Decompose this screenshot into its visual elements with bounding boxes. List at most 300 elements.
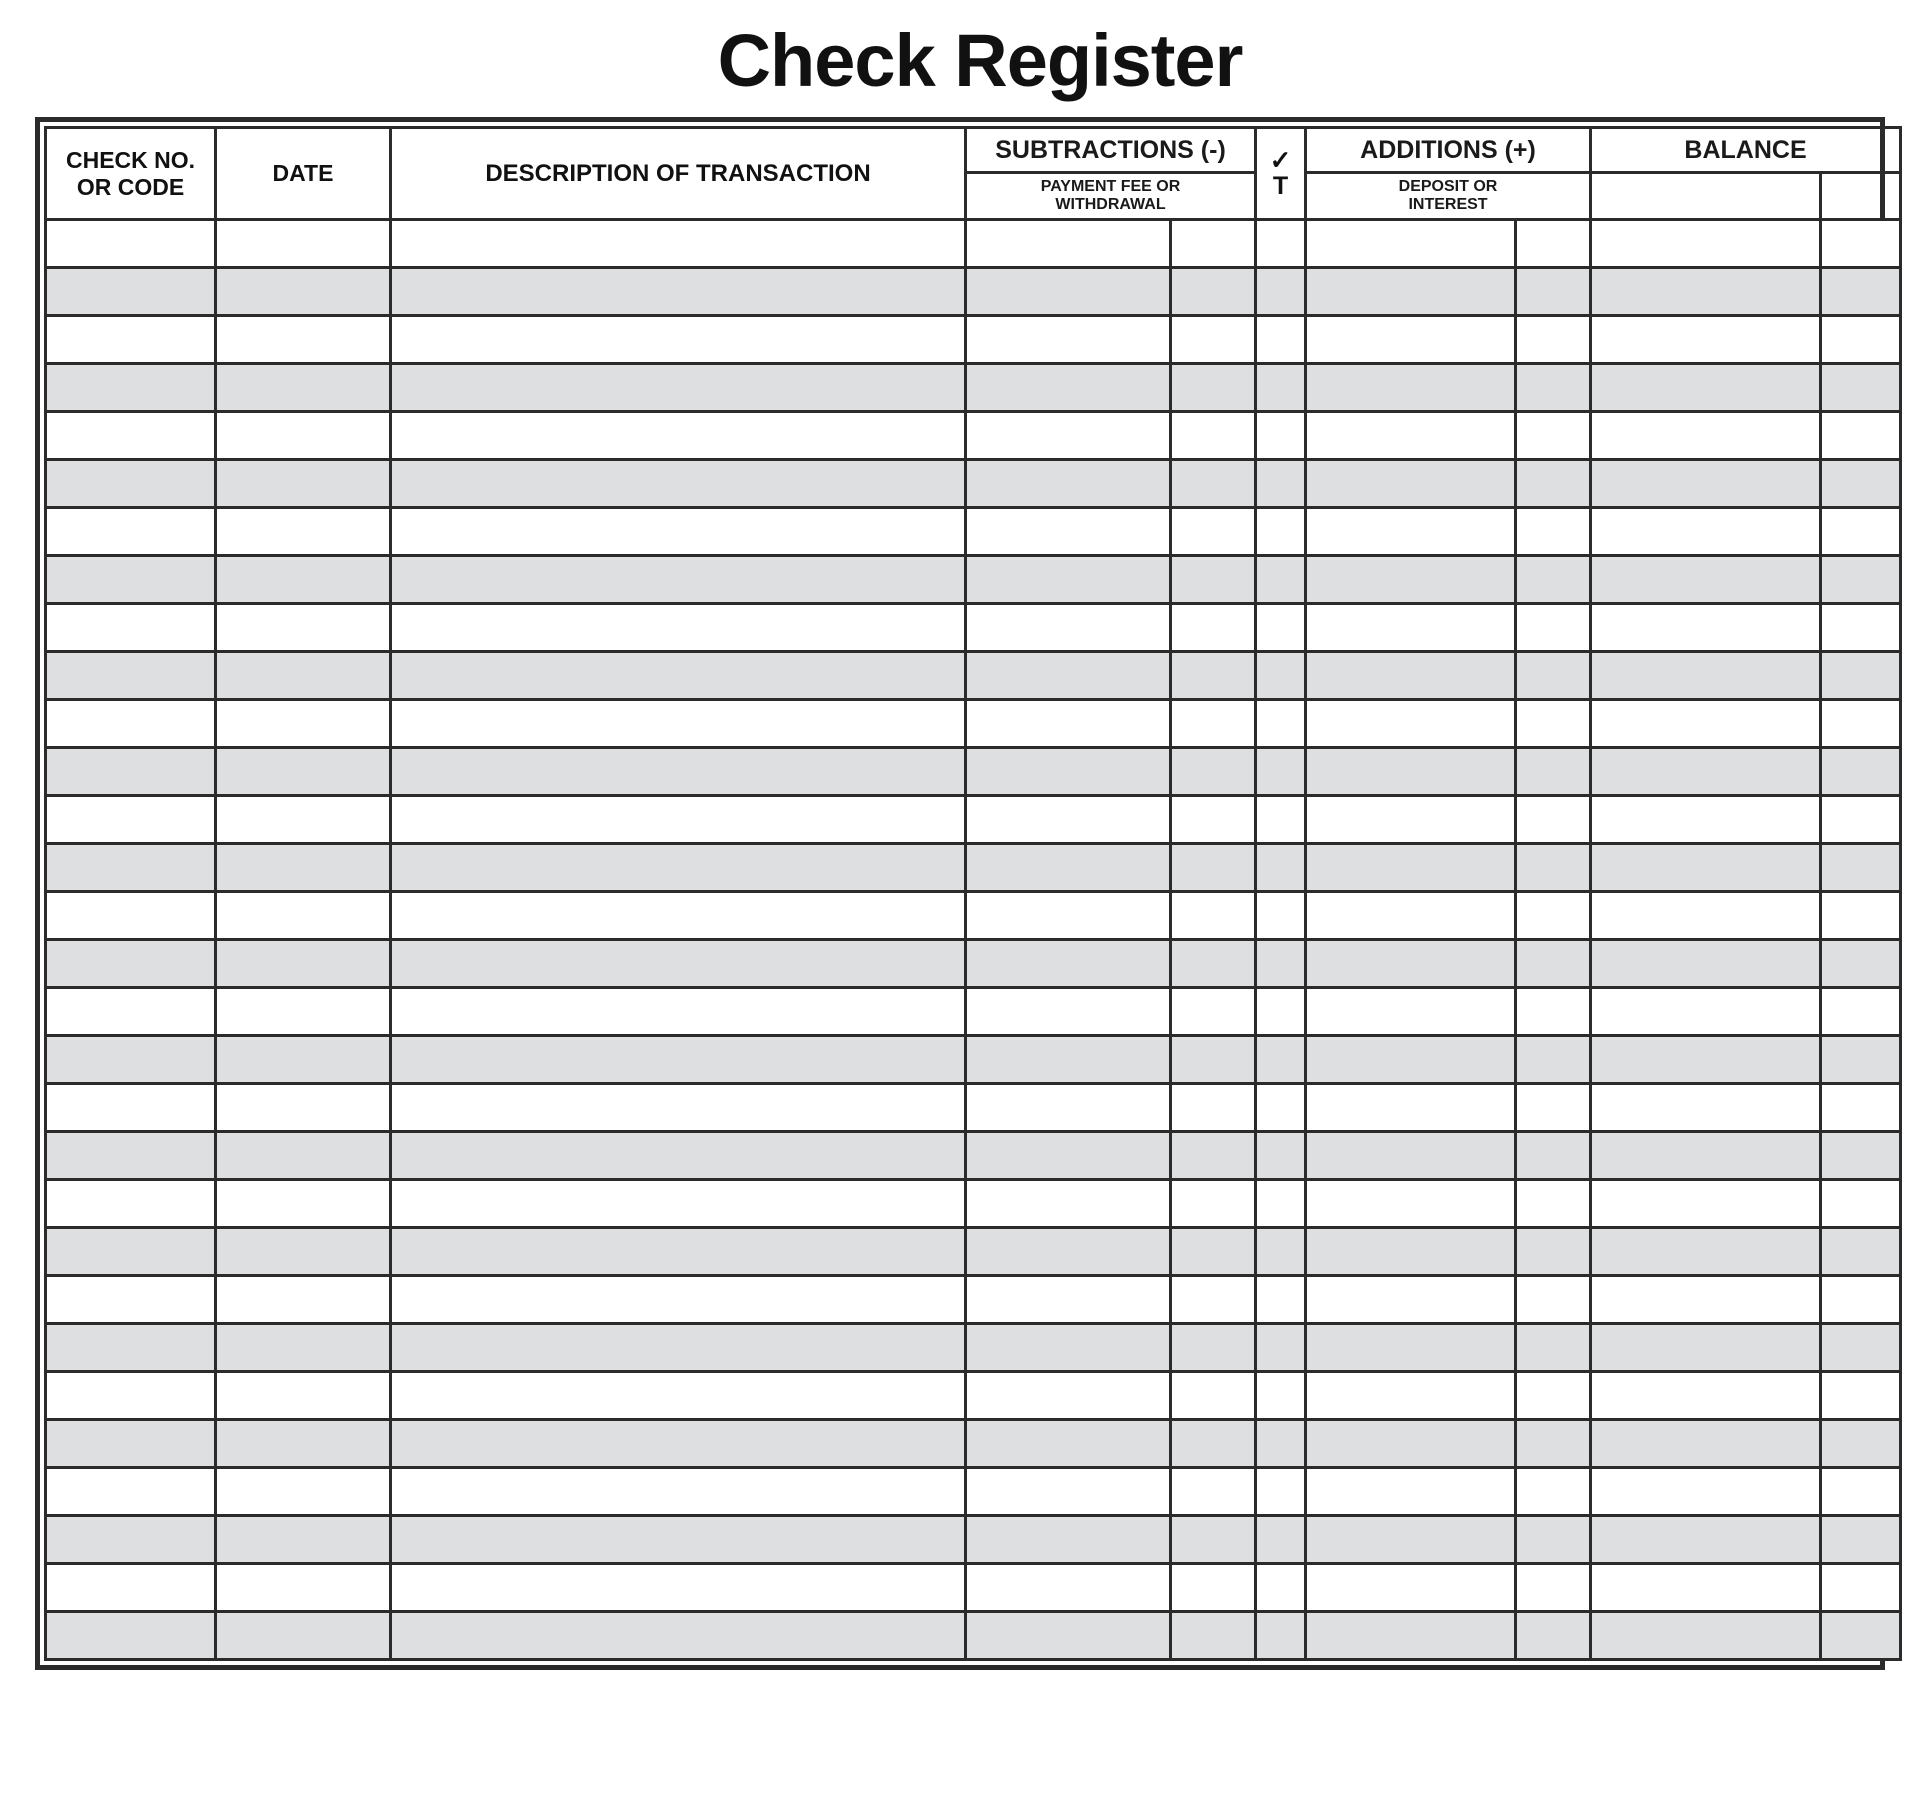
cell-addition-cents[interactable]: [1516, 1324, 1591, 1372]
cell-subtraction-cents[interactable]: [1171, 1276, 1256, 1324]
cell-subtraction-cents[interactable]: [1171, 892, 1256, 940]
table-row[interactable]: [46, 844, 1901, 892]
cell-balance-amount[interactable]: [1591, 220, 1821, 268]
cell-t-mark[interactable]: [1256, 1180, 1306, 1228]
cell-balance-amount[interactable]: [1591, 748, 1821, 796]
cell-addition-amount[interactable]: [1306, 220, 1516, 268]
cell-addition-cents[interactable]: [1516, 1612, 1591, 1660]
table-row[interactable]: [46, 364, 1901, 412]
cell-description[interactable]: [391, 412, 966, 460]
cell-subtraction-cents[interactable]: [1171, 1564, 1256, 1612]
cell-description[interactable]: [391, 508, 966, 556]
cell-subtraction-amount[interactable]: [966, 1180, 1171, 1228]
cell-balance-amount[interactable]: [1591, 892, 1821, 940]
cell-balance-amount[interactable]: [1591, 988, 1821, 1036]
cell-t-mark[interactable]: [1256, 988, 1306, 1036]
cell-subtraction-amount[interactable]: [966, 1612, 1171, 1660]
cell-check-no[interactable]: [46, 1564, 216, 1612]
cell-t-mark[interactable]: [1256, 556, 1306, 604]
cell-t-mark[interactable]: [1256, 1132, 1306, 1180]
cell-date[interactable]: [216, 1036, 391, 1084]
cell-check-no[interactable]: [46, 1276, 216, 1324]
cell-subtraction-amount[interactable]: [966, 700, 1171, 748]
cell-addition-amount[interactable]: [1306, 508, 1516, 556]
cell-check-no[interactable]: [46, 844, 216, 892]
cell-date[interactable]: [216, 220, 391, 268]
cell-description[interactable]: [391, 988, 966, 1036]
cell-balance-amount[interactable]: [1591, 1516, 1821, 1564]
cell-t-mark[interactable]: [1256, 1468, 1306, 1516]
cell-balance-amount[interactable]: [1591, 1084, 1821, 1132]
cell-subtraction-amount[interactable]: [966, 1420, 1171, 1468]
cell-balance-cents[interactable]: [1821, 796, 1901, 844]
cell-subtraction-cents[interactable]: [1171, 268, 1256, 316]
cell-subtraction-amount[interactable]: [966, 652, 1171, 700]
cell-t-mark[interactable]: [1256, 508, 1306, 556]
cell-description[interactable]: [391, 604, 966, 652]
cell-subtraction-cents[interactable]: [1171, 220, 1256, 268]
cell-balance-amount[interactable]: [1591, 412, 1821, 460]
cell-description[interactable]: [391, 892, 966, 940]
cell-subtraction-amount[interactable]: [966, 556, 1171, 604]
cell-check-no[interactable]: [46, 1612, 216, 1660]
cell-subtraction-amount[interactable]: [966, 1276, 1171, 1324]
cell-t-mark[interactable]: [1256, 892, 1306, 940]
cell-date[interactable]: [216, 1420, 391, 1468]
cell-check-no[interactable]: [46, 700, 216, 748]
cell-balance-cents[interactable]: [1821, 892, 1901, 940]
cell-t-mark[interactable]: [1256, 1420, 1306, 1468]
cell-date[interactable]: [216, 268, 391, 316]
cell-date[interactable]: [216, 940, 391, 988]
cell-addition-cents[interactable]: [1516, 1228, 1591, 1276]
table-row[interactable]: [46, 604, 1901, 652]
cell-subtraction-cents[interactable]: [1171, 1036, 1256, 1084]
cell-balance-cents[interactable]: [1821, 1612, 1901, 1660]
cell-balance-cents[interactable]: [1821, 1036, 1901, 1084]
cell-description[interactable]: [391, 1180, 966, 1228]
cell-date[interactable]: [216, 1468, 391, 1516]
cell-balance-cents[interactable]: [1821, 1468, 1901, 1516]
cell-t-mark[interactable]: [1256, 1324, 1306, 1372]
cell-addition-cents[interactable]: [1516, 1420, 1591, 1468]
cell-t-mark[interactable]: [1256, 1612, 1306, 1660]
cell-balance-cents[interactable]: [1821, 1516, 1901, 1564]
cell-addition-amount[interactable]: [1306, 700, 1516, 748]
cell-description[interactable]: [391, 1132, 966, 1180]
cell-addition-amount[interactable]: [1306, 1372, 1516, 1420]
table-row[interactable]: [46, 748, 1901, 796]
table-row[interactable]: [46, 1132, 1901, 1180]
cell-check-no[interactable]: [46, 1420, 216, 1468]
cell-addition-cents[interactable]: [1516, 1132, 1591, 1180]
cell-subtraction-cents[interactable]: [1171, 316, 1256, 364]
cell-subtraction-amount[interactable]: [966, 364, 1171, 412]
cell-description[interactable]: [391, 1036, 966, 1084]
table-row[interactable]: [46, 652, 1901, 700]
cell-subtraction-cents[interactable]: [1171, 508, 1256, 556]
cell-addition-cents[interactable]: [1516, 988, 1591, 1036]
cell-check-no[interactable]: [46, 988, 216, 1036]
cell-t-mark[interactable]: [1256, 652, 1306, 700]
cell-date[interactable]: [216, 1324, 391, 1372]
cell-check-no[interactable]: [46, 1132, 216, 1180]
cell-balance-cents[interactable]: [1821, 604, 1901, 652]
cell-subtraction-amount[interactable]: [966, 1228, 1171, 1276]
cell-check-no[interactable]: [46, 1228, 216, 1276]
cell-t-mark[interactable]: [1256, 316, 1306, 364]
cell-balance-amount[interactable]: [1591, 700, 1821, 748]
cell-t-mark[interactable]: [1256, 940, 1306, 988]
cell-check-no[interactable]: [46, 1516, 216, 1564]
table-row[interactable]: [46, 412, 1901, 460]
cell-subtraction-cents[interactable]: [1171, 796, 1256, 844]
cell-check-no[interactable]: [46, 220, 216, 268]
table-row[interactable]: [46, 1372, 1901, 1420]
cell-addition-amount[interactable]: [1306, 1084, 1516, 1132]
cell-addition-cents[interactable]: [1516, 700, 1591, 748]
table-row[interactable]: [46, 892, 1901, 940]
cell-date[interactable]: [216, 748, 391, 796]
cell-addition-amount[interactable]: [1306, 1180, 1516, 1228]
cell-addition-cents[interactable]: [1516, 652, 1591, 700]
cell-balance-amount[interactable]: [1591, 268, 1821, 316]
cell-addition-cents[interactable]: [1516, 844, 1591, 892]
cell-balance-amount[interactable]: [1591, 1036, 1821, 1084]
cell-addition-amount[interactable]: [1306, 460, 1516, 508]
cell-date[interactable]: [216, 316, 391, 364]
cell-balance-amount[interactable]: [1591, 1180, 1821, 1228]
cell-date[interactable]: [216, 460, 391, 508]
cell-addition-amount[interactable]: [1306, 1324, 1516, 1372]
cell-subtraction-cents[interactable]: [1171, 1516, 1256, 1564]
cell-check-no[interactable]: [46, 1084, 216, 1132]
cell-date[interactable]: [216, 1564, 391, 1612]
cell-balance-amount[interactable]: [1591, 1468, 1821, 1516]
cell-subtraction-amount[interactable]: [966, 940, 1171, 988]
cell-balance-amount[interactable]: [1591, 508, 1821, 556]
cell-subtraction-cents[interactable]: [1171, 1132, 1256, 1180]
table-row[interactable]: [46, 316, 1901, 364]
cell-subtraction-amount[interactable]: [966, 412, 1171, 460]
cell-addition-cents[interactable]: [1516, 316, 1591, 364]
table-row[interactable]: [46, 1228, 1901, 1276]
cell-addition-amount[interactable]: [1306, 796, 1516, 844]
cell-subtraction-cents[interactable]: [1171, 1180, 1256, 1228]
cell-subtraction-amount[interactable]: [966, 1084, 1171, 1132]
cell-check-no[interactable]: [46, 652, 216, 700]
cell-balance-cents[interactable]: [1821, 508, 1901, 556]
cell-check-no[interactable]: [46, 460, 216, 508]
cell-date[interactable]: [216, 556, 391, 604]
cell-description[interactable]: [391, 1228, 966, 1276]
cell-description[interactable]: [391, 1468, 966, 1516]
cell-subtraction-cents[interactable]: [1171, 700, 1256, 748]
cell-balance-cents[interactable]: [1821, 268, 1901, 316]
cell-description[interactable]: [391, 652, 966, 700]
cell-check-no[interactable]: [46, 1372, 216, 1420]
cell-subtraction-amount[interactable]: [966, 796, 1171, 844]
cell-addition-amount[interactable]: [1306, 988, 1516, 1036]
cell-balance-cents[interactable]: [1821, 1084, 1901, 1132]
cell-description[interactable]: [391, 940, 966, 988]
cell-balance-cents[interactable]: [1821, 748, 1901, 796]
table-row[interactable]: [46, 796, 1901, 844]
cell-description[interactable]: [391, 316, 966, 364]
cell-addition-cents[interactable]: [1516, 1468, 1591, 1516]
cell-subtraction-cents[interactable]: [1171, 556, 1256, 604]
cell-addition-amount[interactable]: [1306, 1564, 1516, 1612]
cell-balance-cents[interactable]: [1821, 460, 1901, 508]
cell-t-mark[interactable]: [1256, 748, 1306, 796]
cell-subtraction-cents[interactable]: [1171, 1324, 1256, 1372]
table-row[interactable]: [46, 988, 1901, 1036]
cell-balance-cents[interactable]: [1821, 1228, 1901, 1276]
cell-balance-cents[interactable]: [1821, 412, 1901, 460]
cell-balance-amount[interactable]: [1591, 940, 1821, 988]
cell-subtraction-cents[interactable]: [1171, 652, 1256, 700]
cell-addition-cents[interactable]: [1516, 796, 1591, 844]
cell-description[interactable]: [391, 1516, 966, 1564]
cell-addition-cents[interactable]: [1516, 748, 1591, 796]
cell-description[interactable]: [391, 268, 966, 316]
cell-balance-cents[interactable]: [1821, 1372, 1901, 1420]
cell-balance-cents[interactable]: [1821, 1324, 1901, 1372]
cell-subtraction-cents[interactable]: [1171, 1612, 1256, 1660]
cell-balance-cents[interactable]: [1821, 220, 1901, 268]
cell-date[interactable]: [216, 1180, 391, 1228]
cell-subtraction-cents[interactable]: [1171, 1372, 1256, 1420]
cell-subtraction-amount[interactable]: [966, 1324, 1171, 1372]
cell-check-no[interactable]: [46, 556, 216, 604]
cell-addition-amount[interactable]: [1306, 1516, 1516, 1564]
cell-addition-cents[interactable]: [1516, 508, 1591, 556]
cell-date[interactable]: [216, 1516, 391, 1564]
cell-balance-amount[interactable]: [1591, 1612, 1821, 1660]
cell-t-mark[interactable]: [1256, 1516, 1306, 1564]
cell-addition-cents[interactable]: [1516, 1084, 1591, 1132]
cell-addition-amount[interactable]: [1306, 316, 1516, 364]
table-row[interactable]: [46, 1516, 1901, 1564]
cell-date[interactable]: [216, 988, 391, 1036]
cell-addition-cents[interactable]: [1516, 412, 1591, 460]
cell-addition-cents[interactable]: [1516, 1180, 1591, 1228]
cell-addition-cents[interactable]: [1516, 460, 1591, 508]
cell-subtraction-amount[interactable]: [966, 1036, 1171, 1084]
cell-addition-cents[interactable]: [1516, 892, 1591, 940]
cell-subtraction-cents[interactable]: [1171, 1420, 1256, 1468]
cell-check-no[interactable]: [46, 892, 216, 940]
cell-t-mark[interactable]: [1256, 1228, 1306, 1276]
cell-description[interactable]: [391, 460, 966, 508]
cell-addition-amount[interactable]: [1306, 268, 1516, 316]
cell-date[interactable]: [216, 412, 391, 460]
table-row[interactable]: [46, 1564, 1901, 1612]
cell-t-mark[interactable]: [1256, 1372, 1306, 1420]
cell-addition-amount[interactable]: [1306, 1228, 1516, 1276]
cell-subtraction-cents[interactable]: [1171, 748, 1256, 796]
cell-addition-cents[interactable]: [1516, 556, 1591, 604]
cell-description[interactable]: [391, 220, 966, 268]
table-row[interactable]: [46, 1324, 1901, 1372]
cell-date[interactable]: [216, 796, 391, 844]
cell-balance-cents[interactable]: [1821, 1132, 1901, 1180]
cell-subtraction-cents[interactable]: [1171, 1228, 1256, 1276]
cell-balance-amount[interactable]: [1591, 1228, 1821, 1276]
cell-subtraction-amount[interactable]: [966, 748, 1171, 796]
cell-balance-cents[interactable]: [1821, 1564, 1901, 1612]
cell-t-mark[interactable]: [1256, 796, 1306, 844]
cell-subtraction-amount[interactable]: [966, 1468, 1171, 1516]
cell-date[interactable]: [216, 1084, 391, 1132]
cell-t-mark[interactable]: [1256, 268, 1306, 316]
cell-addition-cents[interactable]: [1516, 1276, 1591, 1324]
table-row[interactable]: [46, 1036, 1901, 1084]
cell-description[interactable]: [391, 700, 966, 748]
cell-subtraction-amount[interactable]: [966, 1564, 1171, 1612]
cell-t-mark[interactable]: [1256, 1036, 1306, 1084]
cell-addition-amount[interactable]: [1306, 1612, 1516, 1660]
cell-date[interactable]: [216, 844, 391, 892]
cell-addition-cents[interactable]: [1516, 940, 1591, 988]
cell-check-no[interactable]: [46, 508, 216, 556]
cell-check-no[interactable]: [46, 268, 216, 316]
cell-balance-amount[interactable]: [1591, 1420, 1821, 1468]
cell-subtraction-amount[interactable]: [966, 1132, 1171, 1180]
cell-check-no[interactable]: [46, 316, 216, 364]
cell-t-mark[interactable]: [1256, 364, 1306, 412]
table-row[interactable]: [46, 1468, 1901, 1516]
cell-subtraction-amount[interactable]: [966, 1516, 1171, 1564]
cell-addition-amount[interactable]: [1306, 1468, 1516, 1516]
cell-subtraction-amount[interactable]: [966, 604, 1171, 652]
cell-check-no[interactable]: [46, 1180, 216, 1228]
cell-check-no[interactable]: [46, 1324, 216, 1372]
table-row[interactable]: [46, 220, 1901, 268]
cell-check-no[interactable]: [46, 796, 216, 844]
cell-t-mark[interactable]: [1256, 220, 1306, 268]
cell-addition-amount[interactable]: [1306, 652, 1516, 700]
cell-description[interactable]: [391, 1420, 966, 1468]
table-row[interactable]: [46, 940, 1901, 988]
cell-date[interactable]: [216, 1228, 391, 1276]
cell-t-mark[interactable]: [1256, 1276, 1306, 1324]
cell-description[interactable]: [391, 1084, 966, 1132]
cell-date[interactable]: [216, 1612, 391, 1660]
cell-subtraction-cents[interactable]: [1171, 940, 1256, 988]
table-row[interactable]: [46, 460, 1901, 508]
cell-description[interactable]: [391, 1612, 966, 1660]
cell-subtraction-cents[interactable]: [1171, 844, 1256, 892]
cell-subtraction-cents[interactable]: [1171, 412, 1256, 460]
table-row[interactable]: [46, 556, 1901, 604]
cell-addition-cents[interactable]: [1516, 604, 1591, 652]
cell-date[interactable]: [216, 892, 391, 940]
cell-check-no[interactable]: [46, 364, 216, 412]
cell-description[interactable]: [391, 1276, 966, 1324]
cell-subtraction-cents[interactable]: [1171, 604, 1256, 652]
cell-t-mark[interactable]: [1256, 844, 1306, 892]
cell-subtraction-amount[interactable]: [966, 460, 1171, 508]
cell-subtraction-cents[interactable]: [1171, 988, 1256, 1036]
cell-balance-cents[interactable]: [1821, 700, 1901, 748]
cell-date[interactable]: [216, 364, 391, 412]
cell-t-mark[interactable]: [1256, 1084, 1306, 1132]
cell-addition-amount[interactable]: [1306, 892, 1516, 940]
cell-t-mark[interactable]: [1256, 604, 1306, 652]
cell-subtraction-cents[interactable]: [1171, 364, 1256, 412]
cell-balance-cents[interactable]: [1821, 1180, 1901, 1228]
cell-description[interactable]: [391, 1324, 966, 1372]
cell-addition-amount[interactable]: [1306, 1420, 1516, 1468]
cell-balance-amount[interactable]: [1591, 556, 1821, 604]
cell-balance-cents[interactable]: [1821, 556, 1901, 604]
cell-subtraction-cents[interactable]: [1171, 460, 1256, 508]
cell-addition-cents[interactable]: [1516, 364, 1591, 412]
cell-balance-cents[interactable]: [1821, 940, 1901, 988]
cell-balance-amount[interactable]: [1591, 460, 1821, 508]
cell-balance-amount[interactable]: [1591, 1372, 1821, 1420]
cell-description[interactable]: [391, 748, 966, 796]
cell-t-mark[interactable]: [1256, 700, 1306, 748]
cell-description[interactable]: [391, 796, 966, 844]
cell-addition-amount[interactable]: [1306, 556, 1516, 604]
cell-addition-amount[interactable]: [1306, 844, 1516, 892]
cell-balance-cents[interactable]: [1821, 844, 1901, 892]
cell-addition-cents[interactable]: [1516, 1372, 1591, 1420]
cell-addition-amount[interactable]: [1306, 412, 1516, 460]
cell-date[interactable]: [216, 1276, 391, 1324]
cell-date[interactable]: [216, 1132, 391, 1180]
cell-check-no[interactable]: [46, 748, 216, 796]
table-row[interactable]: [46, 268, 1901, 316]
cell-addition-cents[interactable]: [1516, 1564, 1591, 1612]
cell-balance-amount[interactable]: [1591, 652, 1821, 700]
cell-date[interactable]: [216, 1372, 391, 1420]
cell-balance-amount[interactable]: [1591, 364, 1821, 412]
cell-t-mark[interactable]: [1256, 412, 1306, 460]
cell-addition-amount[interactable]: [1306, 604, 1516, 652]
cell-addition-amount[interactable]: [1306, 940, 1516, 988]
cell-description[interactable]: [391, 844, 966, 892]
cell-t-mark[interactable]: [1256, 1564, 1306, 1612]
cell-balance-amount[interactable]: [1591, 604, 1821, 652]
cell-addition-amount[interactable]: [1306, 364, 1516, 412]
cell-subtraction-amount[interactable]: [966, 316, 1171, 364]
cell-date[interactable]: [216, 652, 391, 700]
cell-date[interactable]: [216, 700, 391, 748]
cell-balance-cents[interactable]: [1821, 1276, 1901, 1324]
cell-addition-cents[interactable]: [1516, 1516, 1591, 1564]
cell-description[interactable]: [391, 556, 966, 604]
cell-addition-amount[interactable]: [1306, 1036, 1516, 1084]
cell-check-no[interactable]: [46, 604, 216, 652]
cell-balance-cents[interactable]: [1821, 316, 1901, 364]
cell-subtraction-amount[interactable]: [966, 220, 1171, 268]
cell-addition-amount[interactable]: [1306, 1132, 1516, 1180]
cell-check-no[interactable]: [46, 940, 216, 988]
cell-balance-amount[interactable]: [1591, 1564, 1821, 1612]
table-row[interactable]: [46, 1084, 1901, 1132]
cell-balance-amount[interactable]: [1591, 316, 1821, 364]
cell-description[interactable]: [391, 364, 966, 412]
table-row[interactable]: [46, 1420, 1901, 1468]
table-row[interactable]: [46, 508, 1901, 556]
cell-subtraction-amount[interactable]: [966, 508, 1171, 556]
cell-subtraction-amount[interactable]: [966, 268, 1171, 316]
cell-subtraction-amount[interactable]: [966, 1372, 1171, 1420]
cell-addition-amount[interactable]: [1306, 748, 1516, 796]
